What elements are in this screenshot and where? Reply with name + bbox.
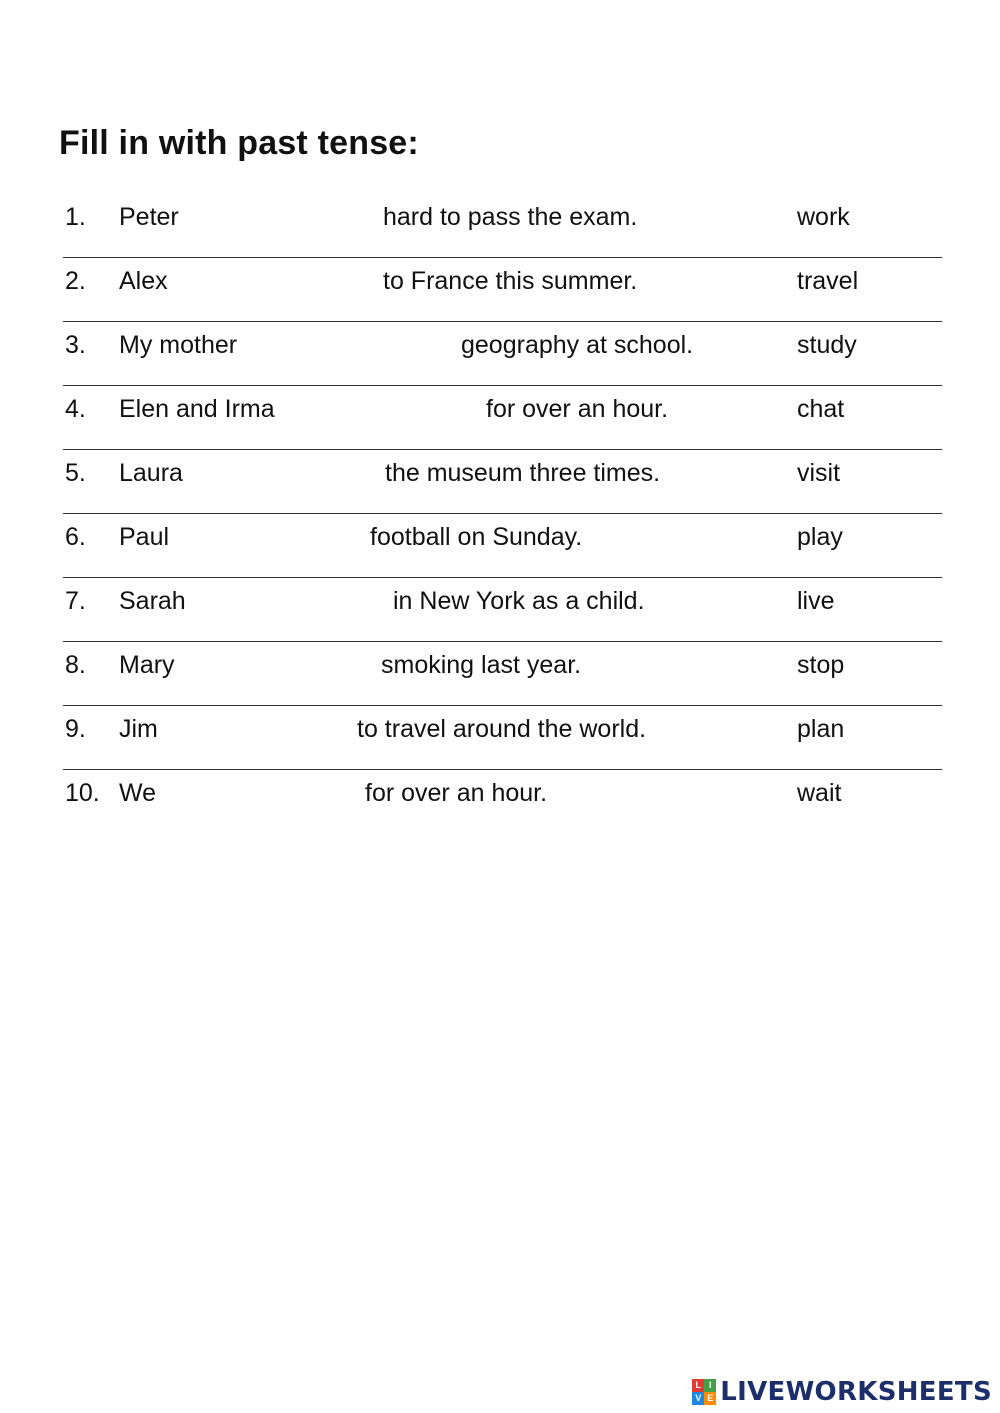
item-sentence-rest: for over an hour.: [486, 395, 669, 423]
exercise-row: [63, 322, 942, 386]
item-subject: Alex: [119, 267, 168, 295]
item-number: 4.: [65, 395, 86, 423]
item-number: 10.: [65, 779, 100, 807]
item-sentence-rest: geography at school.: [461, 331, 694, 359]
item-subject: Jim: [119, 715, 158, 743]
item-number: 8.: [65, 651, 86, 679]
exercise-row: [63, 514, 942, 578]
logo-mark-letter: I: [704, 1379, 716, 1392]
logo-mark-letter: L: [692, 1379, 704, 1392]
item-number: 6.: [65, 523, 86, 551]
item-subject: Laura: [119, 459, 183, 487]
logo-text: LIVEWORKSHEETS: [720, 1377, 992, 1407]
logo-mark-letter: V: [692, 1392, 704, 1405]
item-subject: Paul: [119, 523, 170, 551]
exercise-row: [63, 194, 942, 258]
item-number: 2.: [65, 267, 86, 295]
exercise-row: [63, 706, 942, 770]
item-sentence-rest: hard to pass the exam.: [383, 203, 638, 231]
exercise-row: [63, 578, 942, 642]
item-sentence-rest: in New York as a child.: [393, 587, 645, 615]
item-sentence-rest: smoking last year.: [381, 651, 582, 679]
exercise-row: [63, 642, 942, 706]
logo-mark-icon: [692, 1379, 716, 1405]
logo-mark-letter: E: [704, 1392, 716, 1405]
item-subject: Sarah: [119, 587, 186, 615]
item-sentence-rest: the museum three times.: [385, 459, 661, 487]
item-sentence-rest: for over an hour.: [365, 779, 548, 807]
item-base-verb: play: [797, 523, 843, 551]
item-number: 9.: [65, 715, 86, 743]
item-base-verb: work: [797, 203, 850, 231]
liveworksheets-logo: [692, 1377, 992, 1407]
item-subject: Mary: [119, 651, 175, 679]
item-subject: My mother: [119, 331, 238, 359]
item-base-verb: travel: [797, 267, 859, 295]
item-sentence-rest: football on Sunday.: [370, 523, 583, 551]
item-base-verb: study: [797, 331, 857, 359]
item-base-verb: live: [797, 587, 835, 615]
item-base-verb: wait: [797, 779, 842, 807]
item-number: 5.: [65, 459, 86, 487]
item-number: 1.: [65, 203, 86, 231]
item-subject: We: [119, 779, 157, 807]
item-subject: Peter: [119, 203, 179, 231]
item-base-verb: chat: [797, 395, 845, 423]
item-base-verb: stop: [797, 651, 845, 679]
exercise-row: [63, 770, 942, 834]
item-number: 3.: [65, 331, 86, 359]
worksheet-title: Fill in with past tense:: [59, 124, 419, 162]
item-sentence-rest: to France this summer.: [383, 267, 638, 295]
exercise-row: [63, 386, 942, 450]
item-number: 7.: [65, 587, 86, 615]
exercise-row: [63, 450, 942, 514]
item-sentence-rest: to travel around the world.: [357, 715, 647, 743]
exercise-row: [63, 258, 942, 322]
item-base-verb: plan: [797, 715, 845, 743]
item-base-verb: visit: [797, 459, 841, 487]
item-subject: Elen and Irma: [119, 395, 275, 423]
